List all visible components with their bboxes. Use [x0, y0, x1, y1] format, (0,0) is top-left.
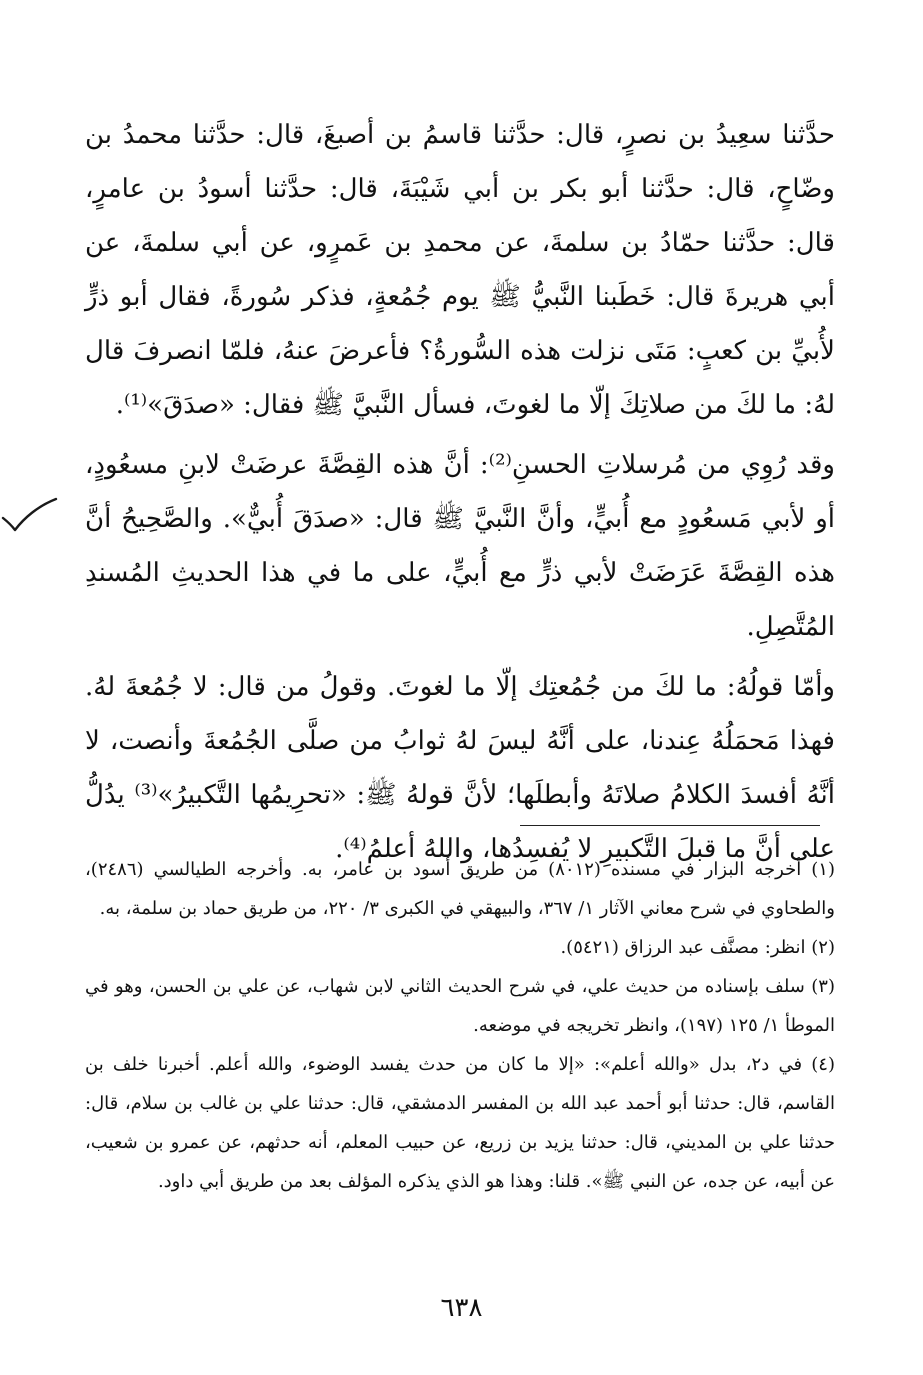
paragraph-hasan-mursal: وقد رُوِي من مُرسلاتِ الحسنِ⁽²⁾: أنَّ هذه القِصَّةَ عرضَتْ لابنِ مسعُودٍ، أو لأبي مَسعُودٍ مع أُبيٍّ، وأنَّ النَّبيَّ ﷺ قال: «صدَقَ أُبيٌّ». والصَّحِيحُ أنَّ هذه القِصَّةَ عَرَضَتْ لأبي ذرٍّ مع أُبيٍّ، على ما في هذا الحديثِ المُسندِ المُتَّصِلِ.: [85, 450, 835, 642]
footnote-separator: [520, 825, 820, 826]
footnote-4: (٤) في د٢، بدل «والله أعلم»: «إلا ما كان من حدث يفسد الوضوء، والله أعلم. أخبرنا خلف بن القاسم، قال: حدثنا أبو أحمد عبد الله بن المفسر الدمشقي، قال: حدثنا علي بن غالب بن سلام، قال: حدثنا علي بن المديني، قال: حدثنا يزيد بن زريع، عن حبيب المعلم، أنه حدثهم، عن عمرو بن شعيب، عن أبيه، عن جده، عن النبي ﷺ». قلنا: وهذا هو الذي يذكره المؤلف بعد من طريق أبي داود.: [85, 1054, 835, 1192]
footnote-2: (٢) انظر: مصنَّف عبد الرزاق (٥٤٢١).: [560, 937, 835, 958]
footnotes: [85, 850, 835, 1201]
page-number: ٦٣٨: [440, 1293, 483, 1323]
footnote-1: (١) أخرجه البزار في مسنده (٨٠١٢) من طريق أسود بن عامر، به. وأخرجه الطيالسي (٢٤٨٦)، والطحاوي في شرح معاني الآثار ١/ ٣٦٧، والبيهقي في الكبرى ٣/ ٢٢٠، من طريق حماد بن سلمة، به.: [85, 859, 835, 919]
footnote-3: (٣) سلف بإسناده من حديث علي، في شرح الحديث الثاني لابن شهاب، عن علي بن الحسن، وهو في الموطأ ١/ ١٢٥ (١٩٧)، وانظر تخريجه في موضعه.: [85, 976, 835, 1036]
paragraph-hadith-chain: حدَّثنا سعِيدُ بن نصرٍ، قال: حدَّثنا قاسمُ بن أصبغَ، قال: حدَّثنا محمدُ بن وضّاحٍ، قال: حدَّثنا أبو بكر بن أبي شَيْبَةَ، قال: حدَّثنا أسودُ بن عامرٍ، قال: حدَّثنا حمّادُ بن سلمةَ، عن محمدِ بن عَمرٍو، عن أبي سلمةَ، عن أبي هريرةَ قال: خَطَبنا النَّبيُّ ﷺ يوم جُمُعةٍ، فذكر سُورةً، فقال أبو ذرٍّ لأُبيِّ بن كعبٍ: مَتَى نزلت هذه السُّورةُ؟ فأعرضَ عنهُ، فلمّا انصرفَ قال لهُ: ما لكَ من صلاتِكَ إلّا ما لغوتَ، فسأل النَّبيَّ ﷺ فقال: «صدَقَ»⁽¹⁾.: [85, 120, 835, 420]
handwritten-checkmark-icon: [0, 496, 58, 536]
main-text: [85, 108, 835, 876]
paragraph-commentary: وأمّا قولُهُ: ما لكَ من جُمُعتِك إلّا ما لغوتَ. وقولُ من قال: لا جُمُعةَ لهُ. فهذا مَحمَلُهُ عِندنا، على أنَّهُ ليسَ لهُ ثوابُ من صلَّى الجُمُعةَ وأنصت، لا أنَّهُ أفسدَ الكلامُ صلاتَهُ وأبطلَها؛ لأنَّ قولهُ ﷺ: «تحرِيمُها التَّكبيرُ»⁽³⁾ يدُلُّ على أنَّ ما قبلَ التَّكبيرِ لا يُفسِدُها، واللهُ أعلمُ⁽⁴⁾.: [85, 672, 835, 864]
